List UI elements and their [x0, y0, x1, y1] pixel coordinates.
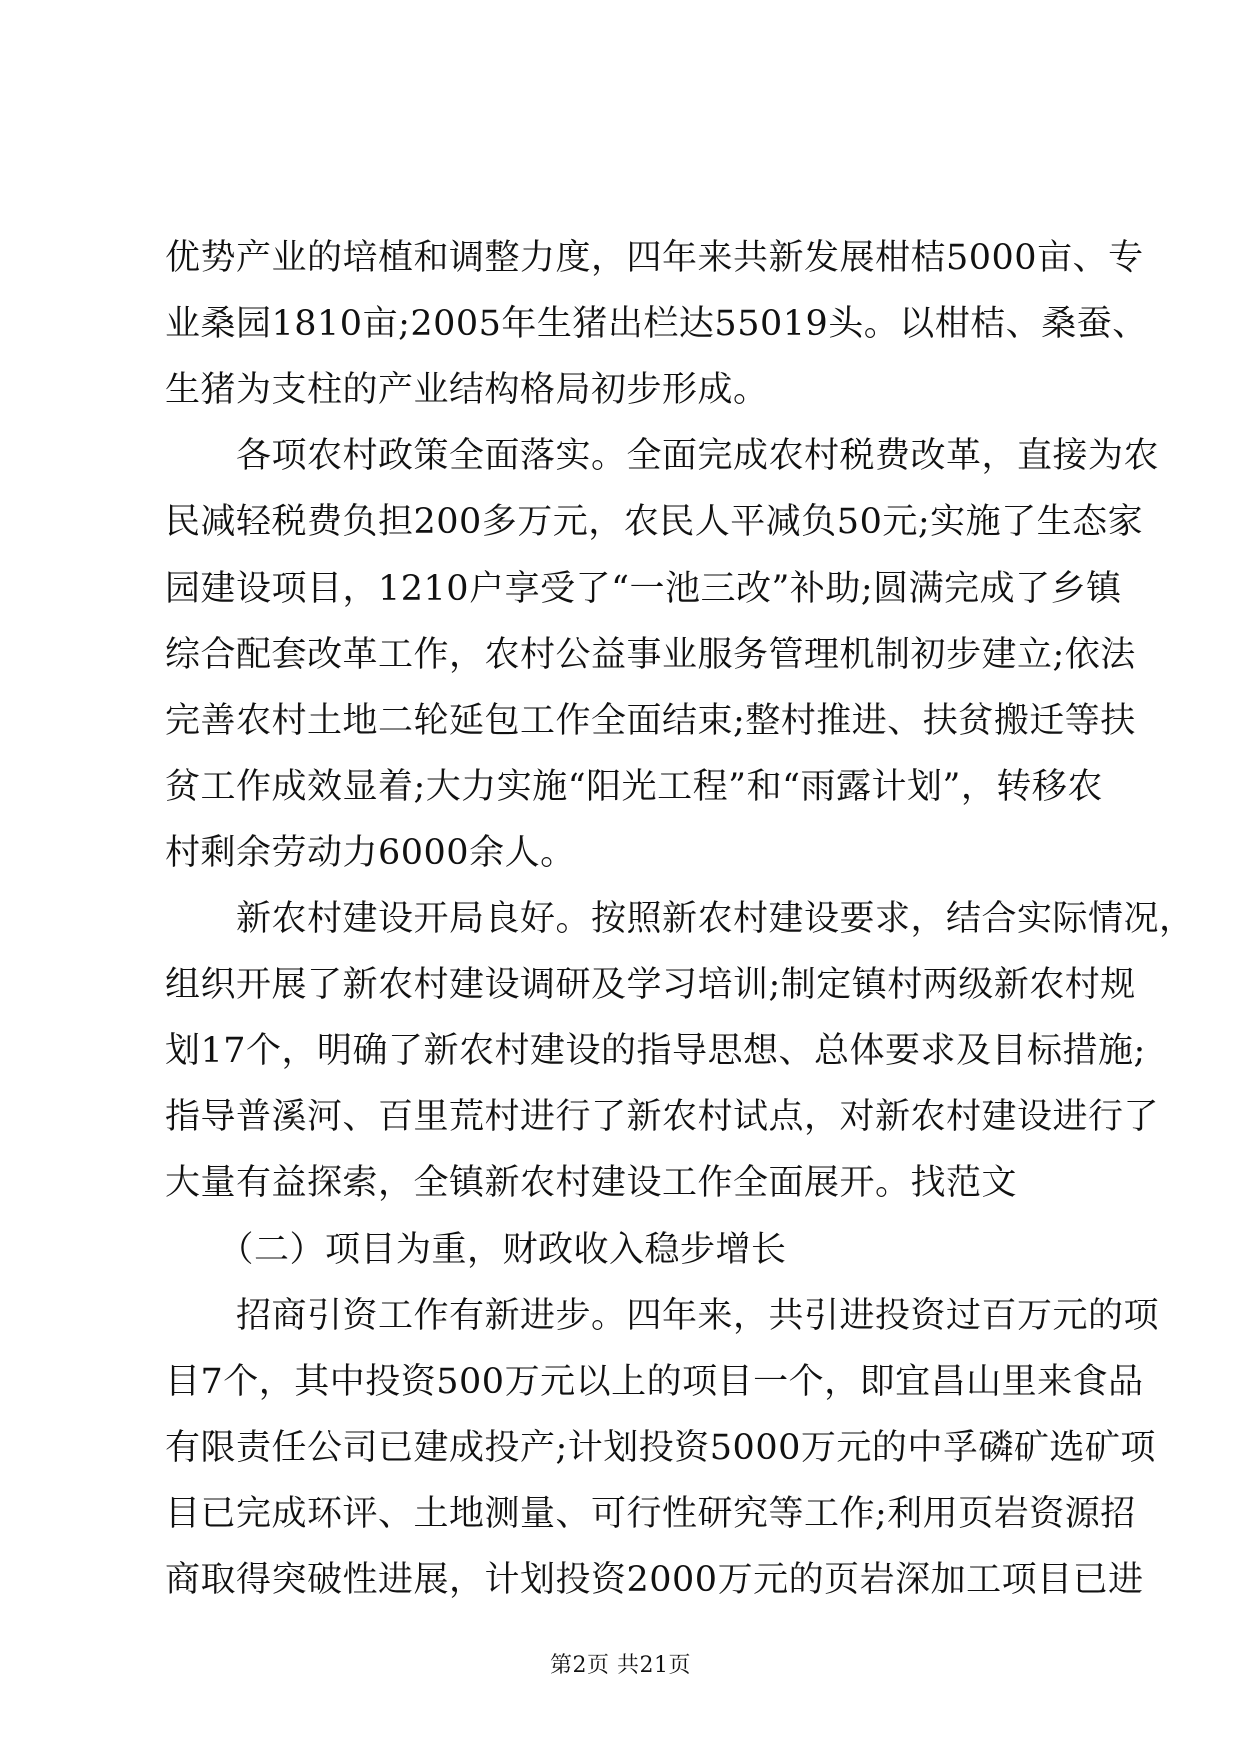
text-line: 优势产业的培植和调整力度，四年来共新发展柑桔5000亩、专 [165, 238, 1144, 278]
text-line: 招商引资工作有新进步。四年来，共引进投资过百万元的项 [165, 1296, 1160, 1336]
text-line: 园建设项目，1210户享受了“一池三改”补助;圆满完成了乡镇 [165, 569, 1122, 609]
text-line: 商取得突破性进展，计划投资2000万元的页岩深加工项目已进 [165, 1560, 1144, 1600]
text-line: 指导普溪河、百里荒村进行了新农村试点，对新农村建设进行了 [165, 1097, 1160, 1137]
text-line: 组织开展了新农村建设调研及学习培训;制定镇村两级新农村规 [165, 965, 1136, 1005]
text-line: 贫工作成效显着;大力实施“阳光工程”和“雨露计划”，转移农 [165, 767, 1103, 807]
text-line: 目7个，其中投资500万元以上的项目一个，即宜昌山里来食品 [165, 1362, 1144, 1402]
text-line: 业桑园1810亩;2005年生猪出栏达55019头。以柑桔、桑蚕、 [165, 304, 1148, 344]
text-line: 划17个，明确了新农村建设的指导思想、总体要求及目标措施; [165, 1031, 1146, 1071]
text-line: 综合配套改革工作，农村公益事业服务管理机制初步建立;依法 [165, 635, 1136, 675]
text-line: 村剩余劳动力6000余人。 [165, 833, 576, 873]
text-line: 目已完成环评、土地测量、可行性研究等工作;利用页岩资源招 [165, 1494, 1136, 1534]
text-line: 大量有益探索，全镇新农村建设工作全面展开。找范文 [165, 1163, 1018, 1203]
text-line: 生猪为支柱的产业结构格局初步形成。 [165, 370, 769, 410]
text-line: 民减轻税费负担200多万元，农民人平减负50元;实施了生态家 [165, 502, 1144, 542]
text-line: 新农村建设开局良好。按照新农村建设要求，结合实际情况， [165, 899, 1195, 939]
page-number-footer: 第2页 共21页 [550, 1653, 691, 1678]
text-line: 各项农村政策全面落实。全面完成农村税费改革，直接为农 [165, 436, 1160, 476]
text-line: 完善农村土地二轮延包工作全面结束;整村推进、扶贫搬迁等扶 [165, 701, 1136, 741]
section-heading: （二）项目为重，财政收入稳步增长 [165, 1230, 787, 1270]
text-line: 有限责任公司已建成投产;计划投资5000万元的中孚磷矿选矿项 [165, 1428, 1156, 1468]
